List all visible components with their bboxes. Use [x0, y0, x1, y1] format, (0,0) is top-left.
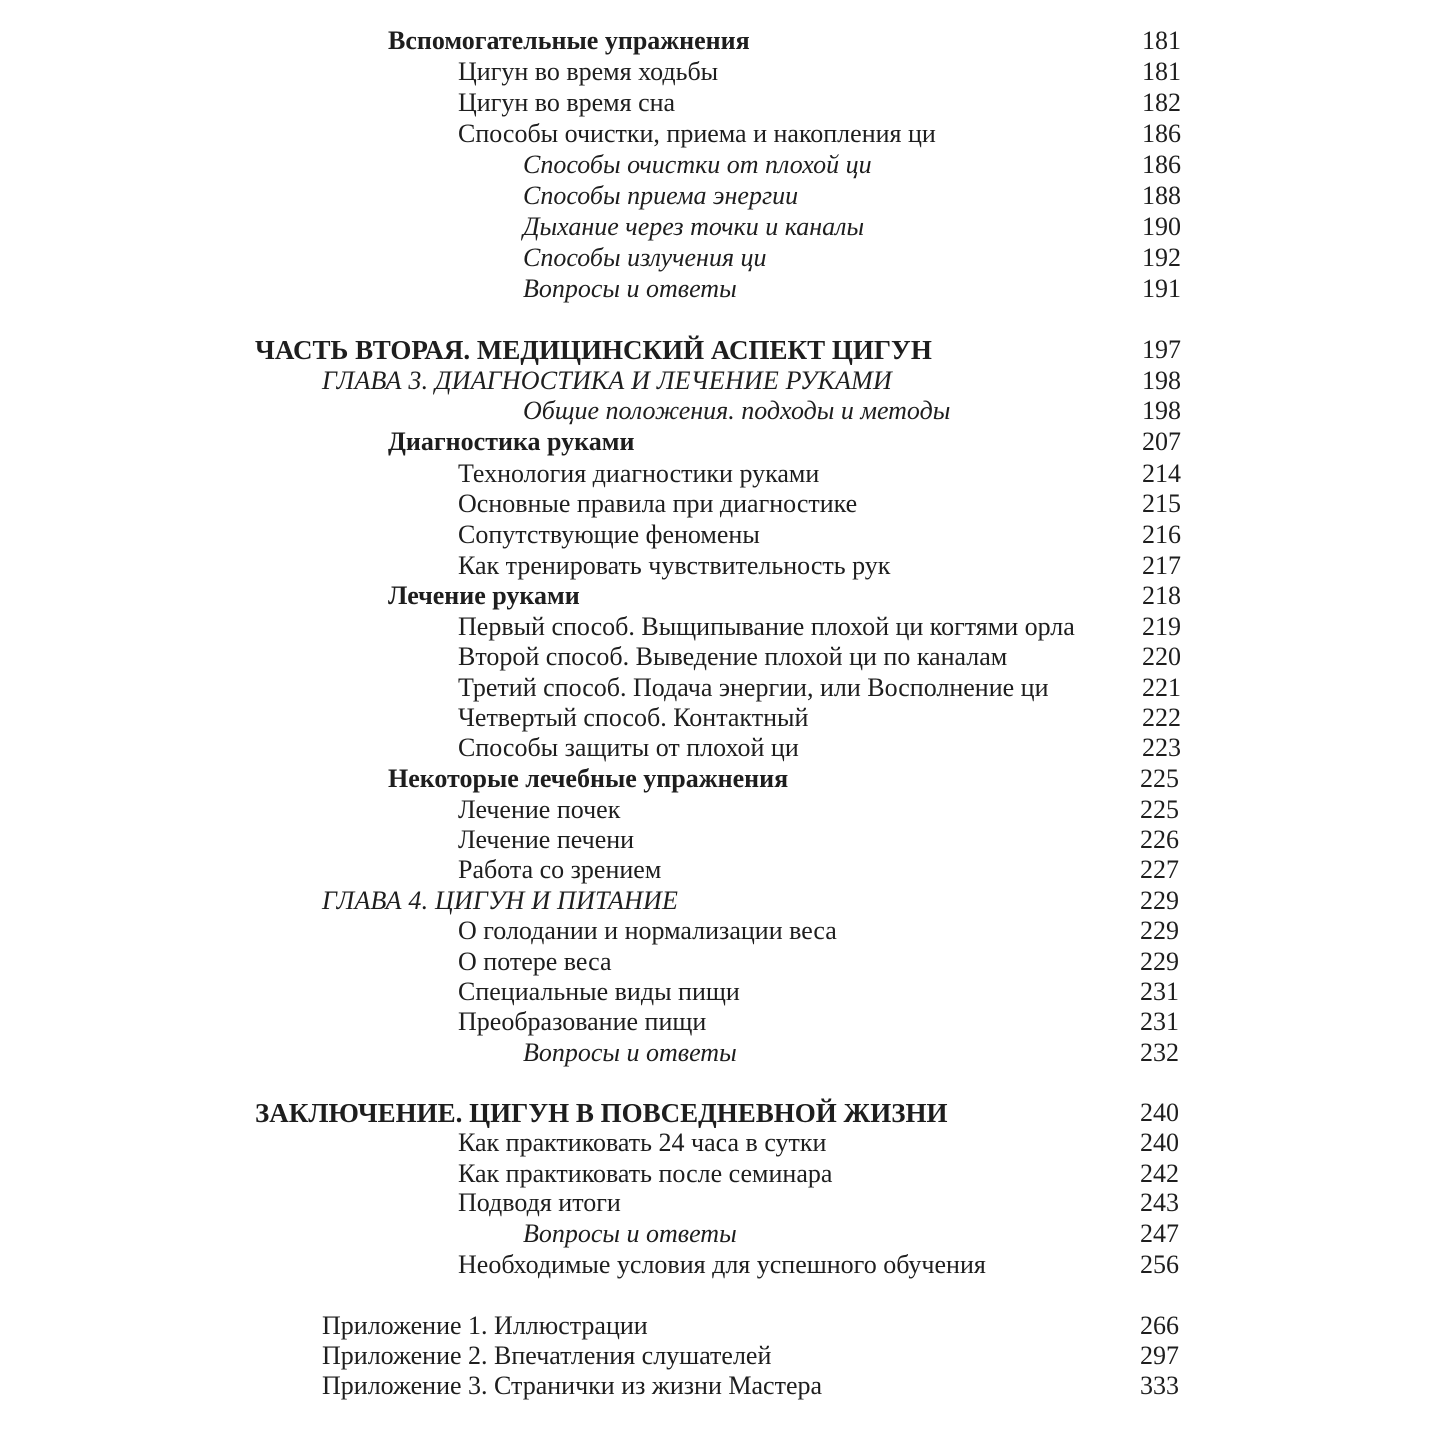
toc-entry-page-number: 247: [1140, 1219, 1179, 1248]
toc-entry: [0, 88, 1445, 118]
toc-entry: [0, 1219, 1445, 1249]
toc-entry: [0, 673, 1445, 703]
toc-entry-page-number: 266: [1140, 1311, 1179, 1340]
toc-entry-title: Приложение 3. Странички из жизни Мастера: [322, 1371, 823, 1400]
toc-entry: [0, 977, 1445, 1007]
toc-entry-title: Лечение почек: [458, 795, 621, 824]
toc-entry-page-number: 226: [1140, 825, 1179, 854]
toc-entry-title: Как практиковать 24 часа в сутки: [458, 1128, 827, 1157]
toc-entry-page-number: 182: [1142, 88, 1181, 117]
toc-entry-title: Дыхание через точки и каналы: [523, 212, 865, 241]
toc-entry: [0, 795, 1445, 825]
toc-entry-page-number: 229: [1140, 916, 1179, 945]
toc-entry-title: Вопросы и ответы: [523, 1038, 737, 1067]
toc-entry-title: Лечение печени: [458, 825, 635, 854]
toc-entry: [0, 150, 1445, 180]
toc-entry-title: Необходимые условия для успешного обучения: [458, 1250, 986, 1279]
toc-entry-page-number: 216: [1142, 520, 1181, 549]
toc-entry: [0, 1038, 1445, 1068]
toc-entry: [0, 181, 1445, 211]
toc-entry-title: Технология диагностики руками: [458, 459, 820, 488]
toc-entry-title: Как тренировать чувствительность рук: [458, 551, 891, 580]
toc-entry-title: Способы излучения ци: [523, 243, 767, 272]
toc-entry-page-number: 186: [1142, 119, 1181, 148]
toc-entry-title: Подводя итоги: [458, 1188, 621, 1217]
toc-entry-title: Лечение руками: [388, 581, 580, 610]
toc-entry-title: Способы очистки, приема и накопления ци: [458, 119, 936, 148]
toc-entry-page-number: 198: [1142, 396, 1181, 425]
toc-entry: [0, 703, 1445, 733]
toc-entry: [0, 26, 1445, 56]
toc-entry-title: ЧАСТЬ ВТОРАЯ. МЕДИЦИНСКИЙ АСПЕКТ ЦИГУН: [255, 335, 932, 365]
toc-entry-page-number: 240: [1140, 1098, 1179, 1127]
toc-entry: [0, 57, 1445, 87]
toc-entry-page-number: 231: [1140, 977, 1179, 1006]
toc-entry-title: Третий способ. Подача энергии, или Восполнение ци: [458, 673, 1049, 702]
toc-entry-page-number: 222: [1142, 703, 1181, 732]
toc-entry: [0, 427, 1445, 457]
toc-entry-page-number: 333: [1140, 1371, 1179, 1400]
toc-entry: [0, 886, 1445, 916]
toc-entry-title: Четвертый способ. Контактный: [458, 703, 809, 732]
toc-entry-page-number: 220: [1142, 642, 1181, 671]
toc-entry-page-number: 223: [1142, 733, 1181, 762]
toc-entry-title: Первый способ. Выщипывание плохой ци когтями орла: [458, 612, 1075, 641]
toc-entry: [0, 551, 1445, 581]
toc-entry-page-number: 217: [1142, 551, 1181, 580]
toc-entry: [0, 274, 1445, 304]
toc-entry: [0, 1007, 1445, 1037]
toc-entry-title: Вопросы и ответы: [523, 274, 737, 303]
toc-entry-title: ГЛАВА 4. ЦИГУН И ПИТАНИЕ: [322, 886, 679, 915]
toc-entry: [0, 1128, 1445, 1158]
toc-entry-page-number: 188: [1142, 181, 1181, 210]
toc-entry-page-number: 207: [1142, 427, 1181, 456]
toc-entry-page-number: 181: [1142, 26, 1181, 55]
toc-entry-page-number: 186: [1142, 150, 1181, 179]
toc-entry-page-number: 198: [1142, 366, 1181, 395]
toc-entry-title: Вспомогательные упражнения: [388, 26, 750, 55]
toc-entry: [0, 520, 1445, 550]
toc-entry: [0, 612, 1445, 642]
toc-entry-page-number: 242: [1140, 1159, 1179, 1188]
toc-entry-title: ЗАКЛЮЧЕНИЕ. ЦИГУН В ПОВСЕДНЕВНОЙ ЖИЗНИ: [255, 1098, 948, 1128]
toc-entry-page-number: 225: [1140, 795, 1179, 824]
toc-entry: [0, 335, 1445, 365]
toc-entry: [0, 825, 1445, 855]
toc-entry-title: Сопутствующие феномены: [458, 520, 760, 549]
toc-entry-title: Приложение 2. Впечатления слушателей: [322, 1341, 772, 1370]
toc-entry-page-number: 192: [1142, 243, 1181, 272]
toc-entry-title: О потере веса: [458, 947, 612, 976]
toc-entry-title: Диагностика руками: [388, 427, 635, 456]
toc-entry-title: Некоторые лечебные упражнения: [388, 764, 789, 793]
toc-entry-title: Специальные виды пищи: [458, 977, 740, 1006]
toc-entry-page-number: 190: [1142, 212, 1181, 241]
toc-entry: [0, 489, 1445, 519]
toc-entry-title: Как практиковать после семинара: [458, 1159, 833, 1188]
toc-entry: [0, 764, 1445, 794]
toc-entry-page-number: 197: [1142, 335, 1181, 364]
toc-entry-title: ГЛАВА 3. ДИАГНОСТИКА И ЛЕЧЕНИЕ РУКАМИ: [322, 366, 892, 395]
toc-entry-title: Работа со зрением: [458, 855, 662, 884]
toc-entry-page-number: 181: [1142, 57, 1181, 86]
toc-entry-page-number: 243: [1140, 1188, 1179, 1217]
toc-entry-title: Цигун во время ходьбы: [458, 57, 719, 86]
toc-entry: [0, 1098, 1445, 1128]
toc-entry: [0, 916, 1445, 946]
toc-entry: [0, 1188, 1445, 1218]
toc-entry-page-number: 297: [1140, 1341, 1179, 1370]
toc-entry: [0, 1311, 1445, 1341]
toc-entry: [0, 459, 1445, 489]
toc-entry: [0, 642, 1445, 672]
toc-entry: [0, 366, 1445, 396]
toc-entry: [0, 1159, 1445, 1189]
toc-entry: [0, 581, 1445, 611]
toc-entry-page-number: 256: [1140, 1250, 1179, 1279]
toc-entry-page-number: 215: [1142, 489, 1181, 518]
toc-entry-page-number: 219: [1142, 612, 1181, 641]
toc-entry-page-number: 191: [1142, 274, 1181, 303]
toc-entry-title: Способы очистки от плохой ци: [523, 150, 872, 179]
toc-entry-title: Вопросы и ответы: [523, 1219, 737, 1248]
toc-entry-page-number: 240: [1140, 1128, 1179, 1157]
toc-entry-title: Способы приема энергии: [523, 181, 799, 210]
toc-entry-page-number: 229: [1140, 947, 1179, 976]
toc-entry: [0, 243, 1445, 273]
toc-entry: [0, 212, 1445, 242]
toc-entry-page-number: 221: [1142, 673, 1181, 702]
toc-entry-page-number: 231: [1140, 1007, 1179, 1036]
toc-entry: [0, 855, 1445, 885]
toc-entry-page-number: 214: [1142, 459, 1181, 488]
toc-entry-title: Цигун во время сна: [458, 88, 676, 117]
toc-entry-title: Общие положения. подходы и методы: [523, 396, 951, 425]
toc-entry-page-number: 229: [1140, 886, 1179, 915]
toc-entry: [0, 119, 1445, 149]
toc-entry-title: Приложение 1. Иллюстрации: [322, 1311, 648, 1340]
toc-entry-page-number: 227: [1140, 855, 1179, 884]
toc-entry: [0, 1250, 1445, 1280]
toc-entry-title: Основные правила при диагностике: [458, 489, 858, 518]
toc-entry-page-number: 218: [1142, 581, 1181, 610]
toc-entry-title: Второй способ. Выведение плохой ци по каналам: [458, 642, 1008, 671]
toc-entry: [0, 1371, 1445, 1401]
toc-entry-title: Преобразование пищи: [458, 1007, 707, 1036]
toc-entry: [0, 947, 1445, 977]
toc-entry: [0, 396, 1445, 426]
toc-entry-page-number: 232: [1140, 1038, 1179, 1067]
toc-entry: [0, 733, 1445, 763]
toc-entry: [0, 1341, 1445, 1371]
toc-entry-title: О голодании и нормализации веса: [458, 916, 837, 945]
toc-entry-title: Способы защиты от плохой ци: [458, 733, 799, 762]
toc-entry-page-number: 225: [1140, 764, 1179, 793]
